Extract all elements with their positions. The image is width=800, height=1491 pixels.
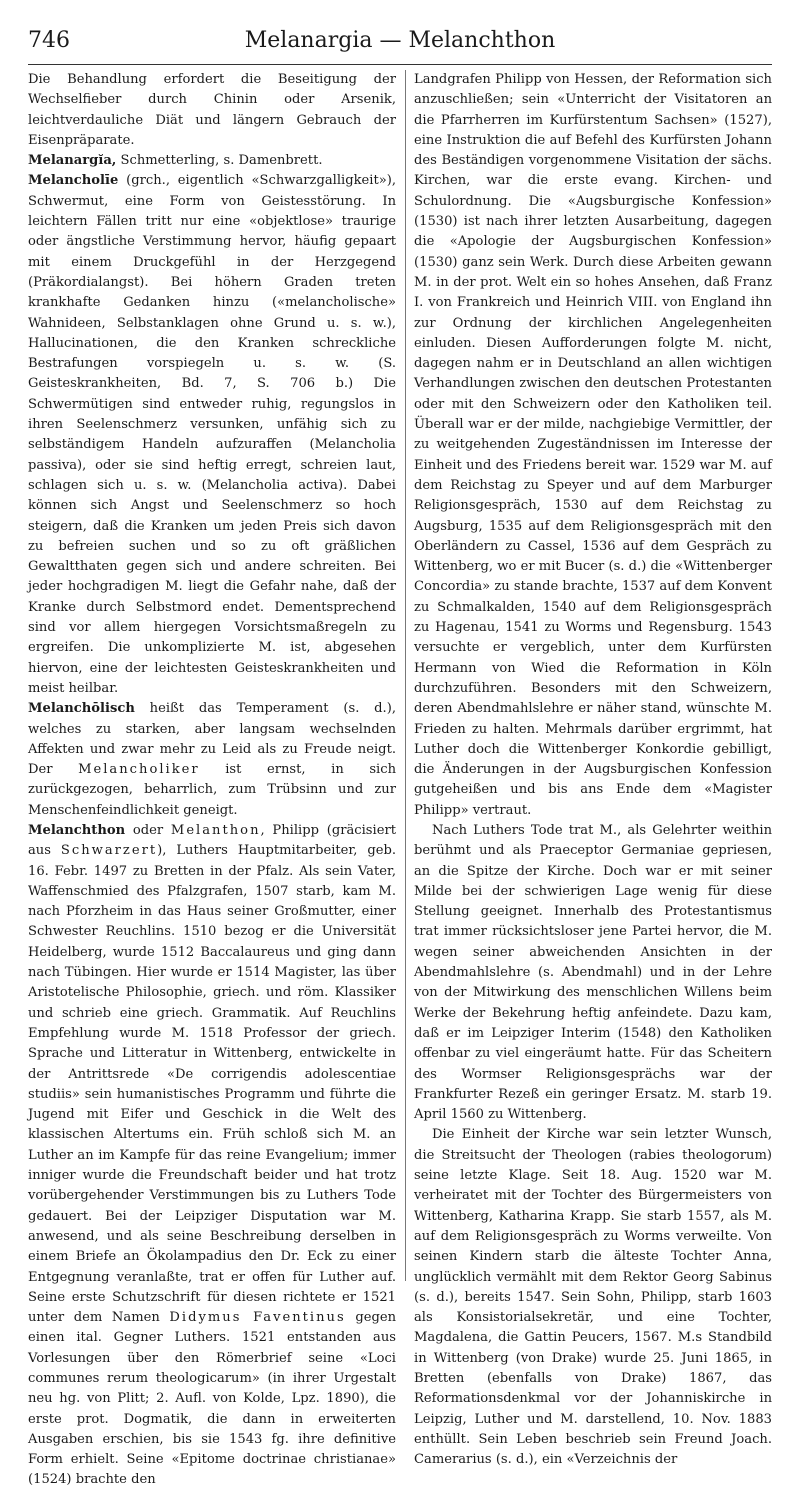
body-text: ), Luthers Hauptmitarbeiter, geb. 16. Febr. 1497 zu Bretten in der Pfalz. Als sein Vater, Waffenschmied des Pfalzgrafen, 1507 starb, kam M. nach Pforzheim in das Haus seiner Großmutter, einer Schwester Reuchlins. 1510 bezog er die Universität Heidelberg, wurde 1512 Baccalaureus und ging dann nach Tübingen. Hier wurde er 1514 Magister, las über Aristotelische Philosophie, griech. und röm. Klassiker und schrieb eine griech. Grammatik. Auf Reuchlins Empfehlung wurde M. 1518 Professor der griech. Sprache und Litteratur in Wittenberg, entwickelte in der Antrittsrede «De corrigendis adolescentiae studiis» sein humanistisches Programm und führte die Jugend mit Eifer und Geschick in die Welt des klassischen Altertums ein. Früh schloß sich M. an Luther an im Kampfe für das reine Evangelium; immer inniger wurde die Freundschaft beider und hat trotz vorübergehender Verstimmungen bis zu Luthers Tode gedauert. Bei der Leipziger Disputation war M. anwesend, und als seine Beschreibung derselben in einem Briefe an Ökolampadius den Dr. Eck zu einer Entgegnung veranlaßte, trat er offen für Luther auf. Seine erste Schutzschrift für diesen richtete er 1521 unter dem Namen <box>28 843 397 1326</box>
body-text: gegen einen ital. Gegner Luthers. 1521 entstanden aus Vorlesungen über den Römerbrief seine «Loci communes rerum theologicarum» (in ihrer Urgestalt neu hg. von Plitt; 2. Aufl. von Kolde, Lpz. 1890), die erste prot. Dogmatik, die dann in erweiterten Ausgaben erschien, bis sie 1543 fg. ihre definitive Form erhielt. Seine «Epitome doctrinae christianae» (1524) brachte den <box>28 1310 397 1488</box>
spaced-name: Melanthon <box>170 822 261 838</box>
body-text: oder <box>125 822 171 838</box>
body-text: Die Behandlung erfordert die Beseitigung der Wechselfieber durch Chinin oder Arsenik, leichtverdauliche Diät und längern Gebrauch der Eisenpräparate. <box>28 72 396 148</box>
header-rule <box>28 64 772 65</box>
entry-melanargia <box>28 151 396 171</box>
body-text: Schmetterling, s. Damenbrett. <box>116 153 323 169</box>
running-head: Melanargia — Melanchthon <box>244 28 556 53</box>
body-text: ist ernst, in sich zurückgezogen, beharrlich, zum Trübsinn und zur Menschenfeindlichkeit geneigt. <box>28 762 397 818</box>
entry-melancholie <box>28 171 396 699</box>
body-text: (grch., eigentlich «Schwarzgalligkeit»), Schwermut, eine Form von Geistesstörung. In leichtern Fällen tritt nur eine «objektlose» traurige oder ängstliche Verstimmung hervor, häufig gepaart mit einem Druckgefühl in der Herzgegend (Präkordialangst). Bei höhern Graden treten krankhafte Gedanken hinzu («melancholische» Wahnideen, Selbstanklagen ohne Grund u. s. w.), Hallucinationen, die den Kranken schreckliche Bestrafungen vorspiegeln u. s. w. (S. Geisteskrankheiten, Bd. 7, S. 706 b.) Die Schwermütigen sind entweder ruhig, regungslos in ihren Seelenschmerz versunken, unfähig sich zu selbständigem Handeln aufzuraffen (Melancholia passiva), oder sie sind heftig erregt, schreien laut, schlagen sich u. s. w. (Melancholia activa). Dabei können sich Angst und Seelenschmerz so hoch steigern, daß die Kranken um jeden Preis sich davon zu befreien suchen und so zu oft gräßlichen Gewaltthaten gegen sich und andere schreiten. Bei jeder hochgradigen M. liegt die Gefahr nahe, daß der Kranke durch Selbstmord endet. Dementsprechend sind vor allem hiergegen Vorsichtsmaßregeln zu ergreifen. Die unkomplizierte M. ist, abgesehen hiervon, eine der leichtesten Geisteskrankheiten und meist heilbar. <box>28 173 396 696</box>
column-divider <box>405 70 406 1281</box>
paragraph-r3 <box>414 1125 772 1470</box>
paragraph-r2 <box>414 821 772 1125</box>
page-header <box>28 28 772 62</box>
right-column <box>414 70 772 1468</box>
spaced-name: Melancholiker <box>78 762 200 778</box>
page-number: 746 <box>28 28 70 53</box>
spaced-name: Schwarzert <box>60 843 158 859</box>
body-text: , Philipp (gräcisiert aus <box>28 822 396 859</box>
entry-melanchthon <box>28 821 396 1491</box>
body-text: Landgrafen Philipp von Hessen, der Reformation sich anzuschließen; sein «Unterricht der Visitatoren an die Pfarrherren im Kurfürstentum Sachsen» (1527), eine Instruktion die auf Befehl des Kurfürsten Johann des Beständigen vorgenommene Visitation der sächs. Kirchen, war die erste evang. Kirchen- und Schulordnung. Die «Augsburgische Konfession» (1530) ist nach ihrer letzten Ausarbeitung, dagegen die «Apologie der Augsburgischen Konfession» (1530) ganz sein Werk. Durch diese Arbeiten gewann M. in der prot. Welt ein so hohes Ansehen, daß Franz I. von Frankreich und Heinrich VIII. von England ihn zur Ordnung der kirchlichen Angelegenheiten einluden. Diesen Aufforderungen folgte M. nicht, dagegen nahm er in Deutschland an allen wichtigen Verhandlungen zwischen den deutschen Protestanten oder mit den Schweizern oder den Katholiken teil. Überall war er der milde, nachgiebige Vermittler, der zu weitgehenden Zugeständnissen im Interesse der Einheit und des Friedens bereit war. 1529 war M. auf dem Reichstag zu Speyer und auf dem Marburger Religionsgespräch, 1530 auf dem Reichstag zu Augsburg, 1535 auf dem Religionsgespräch mit den Oberländern zu Cassel, 1536 auf dem Gespräch zu Wittenberg, wo er mit Bucer (s. d.) die «Wittenberger Concordia» zu stande brachte, 1537 auf dem Konvent zu Schmalkalden, 1540 auf dem Religionsgespräch zu Hagenau, 1541 zu Worms und Regensburg. 1543 versuchte er vergeblich, unter dem Kurfürsten Hermann von Wied die Reformation in Köln durchzuführen. Besonders mit den Schweizern, deren Abendmahlslehre er näher stand, wünschte M. Frieden zu halten. Mehrmals darüber ergrimmt, hat Luther doch die Wittenberger Konkordie gebilligt, die Änderungen in der Augsburgischen Konfession gutgeheißen und bis ans Ende dem «Magister Philipp» vertraut. <box>414 72 772 818</box>
headword: Melanargĭa, <box>28 153 117 169</box>
spaced-name: Didymus Faventinus <box>169 1310 346 1326</box>
headword: Melancholīe <box>28 173 119 189</box>
headword: Melanchthon <box>28 822 126 838</box>
text-columns <box>28 70 772 1488</box>
entry-melancholisch <box>28 699 396 821</box>
paragraph-r1 <box>414 70 772 821</box>
body-text: heißt das Temperament (s. d.), welches zu starken, aber langsam wechselnden Affekten und zwar mehr zu Leid als zu Freude neigt. Der <box>28 701 396 778</box>
entry-intro <box>28 70 396 151</box>
left-column <box>28 70 397 1488</box>
body-text: Nach Luthers Tode trat M., als Gelehrter weithin berühmt und als Praeceptor Germaniae gepriesen, an die Spitze der Kirche. Doch war er mit seiner Milde bei der schwierigen Lage wenig für diese Stellung geeignet. Innerhalb des Protestantismus trat immer rücksichtsloser jene Partei hervor, die M. wegen seiner abweichenden Ansichten in der Abendmahlslehre (s. Abendmahl) und in der Lehre von der Mitwirkung des menschlichen Willens beim Werke der Bekehrung heftig anfeindete. Dazu kam, daß er im Leipziger Interim (1548) den Katholiken offenbar zu viel eingeräumt hatte. Für das Scheitern des Wormser Religionsgesprächs war der Frankfurter Rezeß ein geringer Ersatz. M. starb 19. April 1560 zu Wittenberg. <box>414 822 772 1123</box>
headword: Melanchōlisch <box>28 701 135 717</box>
body-text: Die Einheit der Kirche war sein letzter Wunsch, die Streitsucht der Theologen (rabies theologorum) seine letzte Klage. Seit 18. Aug. 1520 war M. verheiratet mit der Tochter des Bürgermeisters von Wittenberg, Katharina Krapp. Sie starb 1557, als M. auf dem Religionsgespräch zu Worms verweilte. Von seinen Kindern starb die älteste Tochter Anna, unglücklich vermählt mit dem Rektor Georg Sabinus (s. d.), bereits 1547. Sein Sohn, Philipp, starb 1603 als Konsistorialsekretär, und eine Tochter, Magdalena, die Gattin Peucers, 1567. M.s Standbild in Wittenberg (von Drake) wurde 25. Juni 1865, in Bretten (ebenfalls von Drake) 1867, das Reformationsdenkmal vor der Johanniskirche in Leipzig, Luther und M. darstellend, 10. Nov. 1883 enthüllt. Sein Leben beschrieb sein Freund Joach. Camerarius (s. d.), ein «Verzeichnis der <box>414 1127 772 1468</box>
